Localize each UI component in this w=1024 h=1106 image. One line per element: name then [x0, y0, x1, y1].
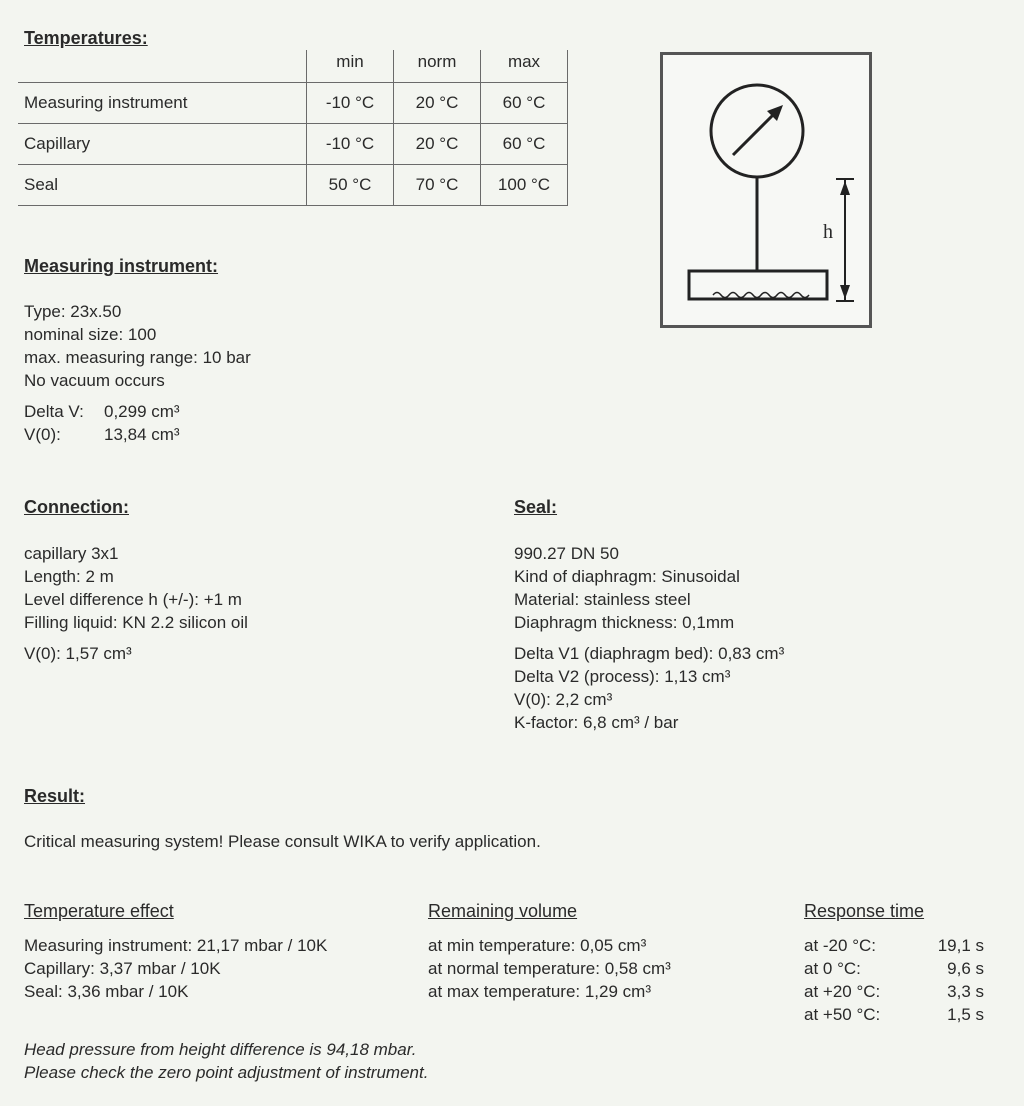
seal-v0: V(0): 2,2 cm³	[514, 690, 613, 709]
table-row	[18, 124, 568, 165]
result-heading: Result:	[24, 786, 86, 806]
list-item: Measuring instrument: 21,17 mbar / 10K	[24, 936, 328, 955]
header-max: max	[481, 50, 568, 83]
header-norm: norm	[394, 50, 481, 83]
response-temp: at -20 °C:	[804, 936, 876, 955]
head-pressure-note: Head pressure from height difference is 94,18 mbar.	[24, 1040, 417, 1059]
delta-v-label: Delta V:	[24, 402, 84, 421]
table-header-row	[18, 50, 568, 83]
height-label: h	[823, 221, 833, 243]
connection-capillary: capillary 3x1	[24, 544, 119, 563]
list-item: Seal: 3,36 mbar / 10K	[24, 982, 189, 1001]
remaining-volume-heading: Remaining volume	[428, 901, 578, 921]
v0-label: V(0):	[24, 425, 61, 444]
response-temp: at +50 °C:	[804, 1005, 881, 1024]
list-item: at max temperature: 1,29 cm³	[428, 982, 651, 1001]
row-label: Measuring instrument	[18, 83, 307, 124]
table-row	[18, 83, 568, 124]
instrument-nominal-size: nominal size: 100	[24, 325, 157, 344]
instrument-type: Type: 23x.50	[24, 302, 122, 321]
delta-v-value: 0,299 cm³	[104, 402, 180, 421]
list-item	[804, 1003, 984, 1026]
list-item	[804, 934, 984, 957]
temperatures-heading: Temperatures:	[24, 28, 148, 48]
cell-min: -10 °C	[307, 124, 394, 165]
list-item	[804, 957, 984, 980]
seal-material: Material: stainless steel	[514, 590, 691, 609]
instrument-v0	[24, 423, 251, 446]
response-temp: at +20 °C:	[804, 982, 881, 1001]
cell-max: 60 °C	[481, 83, 568, 124]
gauge-diagram	[660, 52, 872, 328]
connection-heading: Connection:	[24, 497, 129, 517]
response-value: 1,5 s	[947, 1005, 984, 1024]
response-value: 19,1 s	[937, 936, 984, 955]
seal-k-factor: K-factor: 6,8 cm³ / bar	[514, 713, 679, 732]
instrument-delta-v	[24, 400, 251, 423]
seal-model: 990.27 DN 50	[514, 544, 619, 563]
measuring-instrument-heading: Measuring instrument:	[24, 256, 219, 276]
remaining-volume-list	[428, 934, 671, 1003]
list-item	[804, 980, 984, 1003]
table-corner	[18, 50, 307, 83]
row-label: Capillary	[18, 124, 307, 165]
row-label: Seal	[18, 165, 307, 206]
table-row	[18, 165, 568, 206]
header-min: min	[307, 50, 394, 83]
seal-diaphragm-kind: Kind of diaphragm: Sinusoidal	[514, 567, 740, 586]
zero-point-note: Please check the zero point adjustment of instrument.	[24, 1063, 429, 1082]
connection-v0: V(0): 1,57 cm³	[24, 644, 132, 663]
list-item: Capillary: 3,37 mbar / 10K	[24, 959, 221, 978]
list-item: at normal temperature: 0,58 cm³	[428, 959, 671, 978]
response-time-list	[804, 934, 984, 1026]
seal-delta-v2: Delta V2 (process): 1,13 cm³	[514, 667, 731, 686]
temperatures-table	[18, 50, 568, 206]
cell-min: 50 °C	[307, 165, 394, 206]
instrument-vacuum: No vacuum occurs	[24, 371, 165, 390]
connection-details	[24, 542, 248, 665]
response-value: 3,3 s	[947, 982, 984, 1001]
v0-value: 13,84 cm³	[104, 425, 180, 444]
response-value: 9,6 s	[947, 959, 984, 978]
temperature-effect-list	[24, 934, 327, 1003]
notes	[24, 1038, 428, 1084]
connection-level-difference: Level difference h (+/-): +1 m	[24, 590, 242, 609]
result-message: Critical measuring system! Please consult WIKA to verify application.	[24, 832, 541, 851]
cell-norm: 70 °C	[394, 165, 481, 206]
cell-max: 60 °C	[481, 124, 568, 165]
temperature-effect-heading: Temperature effect	[24, 901, 174, 921]
seal-details	[514, 542, 784, 734]
gauge-seal-icon	[663, 55, 869, 325]
connection-length: Length: 2 m	[24, 567, 114, 586]
response-time-heading: Response time	[804, 901, 925, 921]
connection-filling-liquid: Filling liquid: KN 2.2 silicon oil	[24, 613, 248, 632]
cell-max: 100 °C	[481, 165, 568, 206]
cell-norm: 20 °C	[394, 83, 481, 124]
list-item: at min temperature: 0,05 cm³	[428, 936, 647, 955]
response-temp: at 0 °C:	[804, 959, 861, 978]
measuring-instrument-details	[24, 300, 251, 446]
result-message-block	[24, 830, 541, 853]
cell-norm: 20 °C	[394, 124, 481, 165]
cell-min: -10 °C	[307, 83, 394, 124]
seal-diaphragm-thickness: Diaphragm thickness: 0,1mm	[514, 613, 735, 632]
seal-delta-v1: Delta V1 (diaphragm bed): 0,83 cm³	[514, 644, 785, 663]
seal-heading: Seal:	[514, 497, 558, 517]
instrument-range: max. measuring range: 10 bar	[24, 348, 251, 367]
